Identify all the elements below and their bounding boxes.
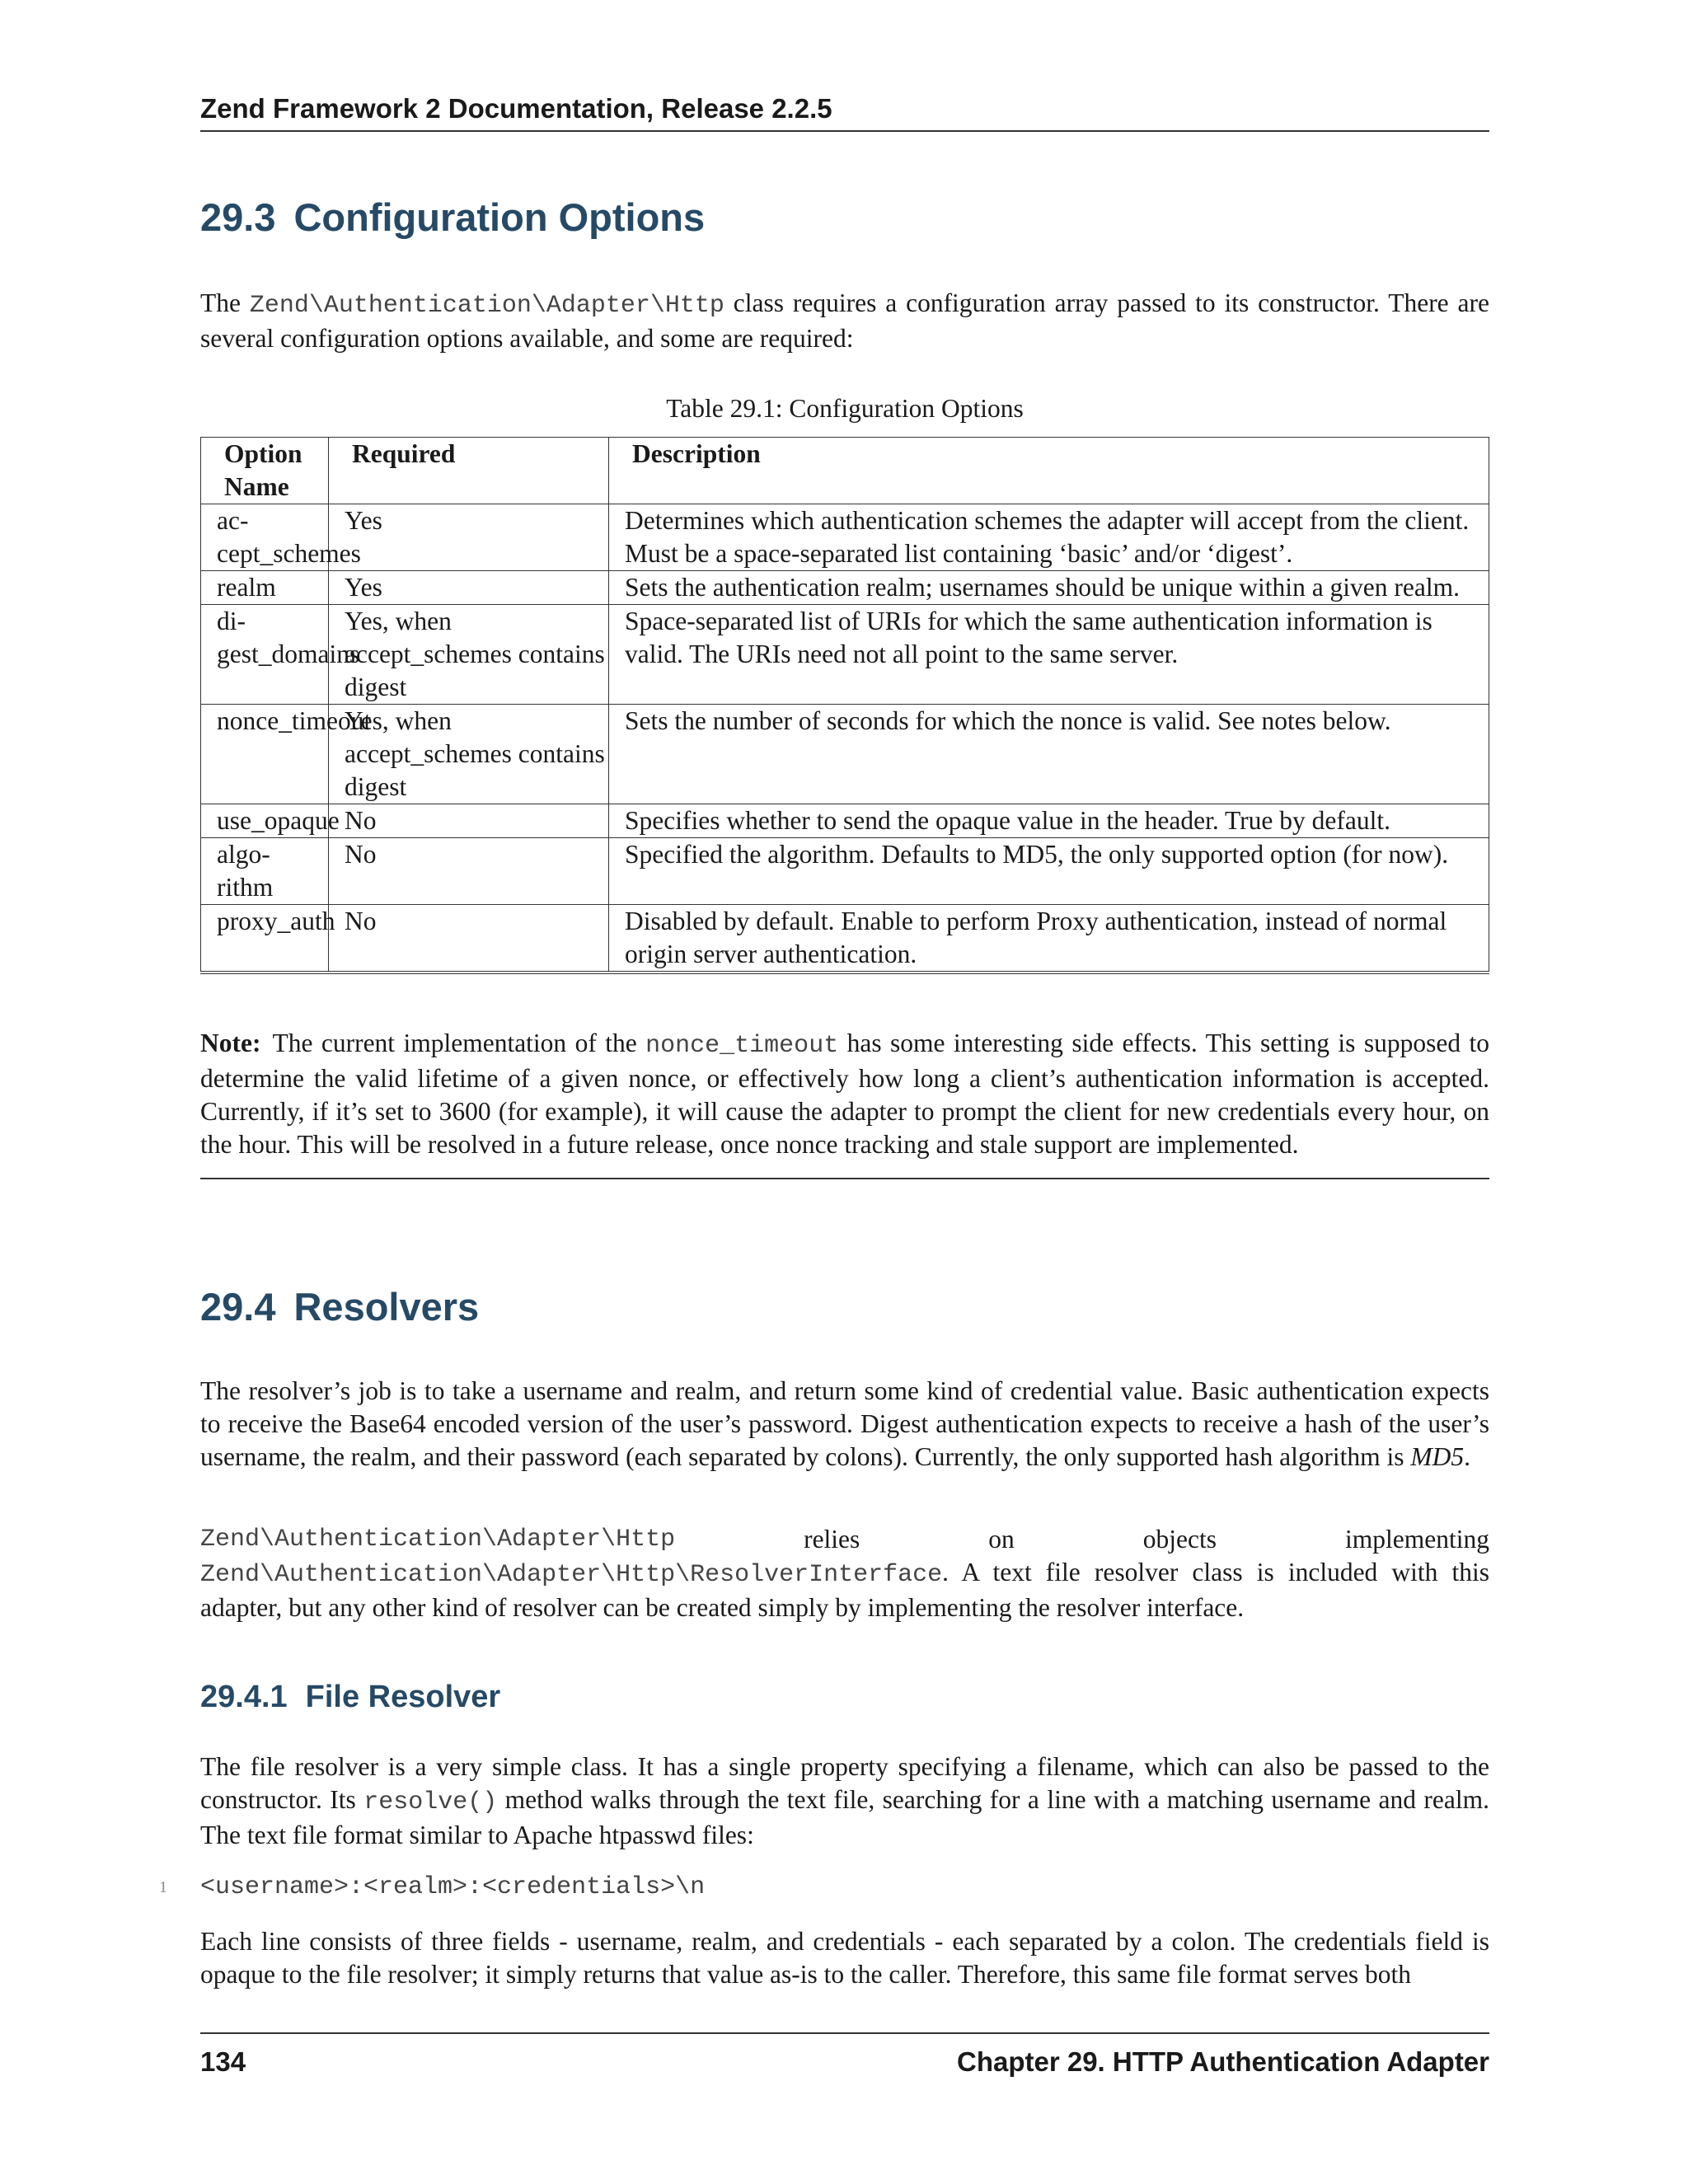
description-cell: Specifies whether to send the opaque value in the header. True by default. bbox=[609, 804, 1489, 838]
paragraph-text-cont: method walks through the text file, searching for a line with a matching username and realm. The text file format similar to Apache htpasswd files: bbox=[200, 1785, 1489, 1849]
subsection-number: 29.4.1 bbox=[200, 1680, 288, 1714]
section-number: 29.3 bbox=[200, 195, 276, 239]
header-description: Description bbox=[609, 438, 1489, 504]
option-name-cell: realm bbox=[201, 571, 329, 605]
section-heading-29-4 bbox=[200, 1284, 479, 1330]
paragraph-text: The resolver’s job is to take a username and realm, and return some kind of credential value. Basic authentication expects to receive the Base64 encoded version of the user’s password. Digest authentication expects to receive a hash of the user’s username, the realm, and their password (each separated by colons). Currently, the only supported hash algorithm is bbox=[200, 1376, 1489, 1471]
note-block bbox=[200, 1027, 1489, 1179]
option-name-cell: algo- rithm bbox=[201, 838, 329, 905]
intro-text: The bbox=[200, 288, 250, 317]
description-cell: Disabled by default. Enable to perform Proxy authentication, instead of normal origin server authentication. bbox=[609, 905, 1489, 973]
paragraph-text: . A text file resolver class is included with this adapter, but any other kind of resolver can be created simply by implementing the resolver interface. bbox=[200, 1558, 1489, 1622]
table-body bbox=[201, 504, 1489, 973]
description-cell: Determines which authentication schemes the adapter will accept from the client. Must be a space-separated list containing ‘basic’ and/or ‘digest’. bbox=[609, 504, 1489, 571]
option-name-cell: di- gest_domains bbox=[201, 605, 329, 705]
table-row bbox=[201, 705, 1489, 804]
resolvers-paragraph-1 bbox=[200, 1375, 1489, 1474]
header-option-name: Option Name bbox=[201, 438, 329, 504]
class-name-code: Zend\Authentication\Adapter\Http bbox=[249, 292, 724, 320]
note-label: Note: bbox=[200, 1029, 261, 1057]
note-text: The current implementation of the bbox=[272, 1029, 646, 1057]
code-line-number: 1 bbox=[159, 1878, 167, 1896]
required-cell: No bbox=[329, 804, 609, 838]
description-cell: Space-separated list of URIs for which the same authentication information is valid. The URIs need not all point to the same server. bbox=[609, 605, 1489, 705]
required-cell: No bbox=[329, 905, 609, 973]
section-number: 29.4 bbox=[200, 1285, 276, 1329]
description-cell: Sets the authentication realm; usernames should be unique within a given realm. bbox=[609, 571, 1489, 605]
table-row bbox=[201, 504, 1489, 571]
adapter-class-code: Zend\Authentication\Adapter\Http bbox=[200, 1526, 676, 1554]
paragraph-text: The file resolver is a very simple class. It has a single property specifying a filename, which can also be passed to the constructor. Its bbox=[200, 1752, 1489, 1814]
subsection-heading-29-4-1 bbox=[200, 1678, 500, 1716]
section-title: Configuration Options bbox=[293, 195, 706, 239]
section-heading-29-3 bbox=[200, 194, 705, 241]
table-row bbox=[201, 838, 1489, 905]
table-row bbox=[201, 571, 1489, 605]
page-footer bbox=[200, 2032, 1489, 2079]
note-text-cont: has some interesting side effects. This setting is supposed to determine the valid lifetime of a given nonce, or effectively how long a client’s authentication information is accepted. Currently, if it’s set to 3600 (for example), it will cause the adapter to prompt the client for new credentials every hour, on the hour. This will be resolved in a future release, once nonce tracking and stale support are implemented. bbox=[200, 1029, 1489, 1159]
required-cell: Yes, when accept_schemes contains digest bbox=[329, 705, 609, 804]
code-block-line: <username>:<realm>:<credentials>\n bbox=[200, 1873, 706, 1901]
page-number: 134 bbox=[200, 2046, 246, 2077]
table-row bbox=[201, 905, 1489, 973]
configuration-options-table bbox=[200, 437, 1489, 974]
section-title: Resolvers bbox=[293, 1285, 480, 1329]
md5-emphasis: MD5 bbox=[1410, 1442, 1465, 1471]
justified-line bbox=[200, 1523, 1489, 1556]
required-cell: No bbox=[329, 838, 609, 905]
table-header-row bbox=[201, 438, 1489, 504]
description-cell: Specified the algorithm. Defaults to MD5, the only supported option (for now). bbox=[609, 838, 1489, 905]
intro-text-cont: class requires a configuration array passed to its constructor. There are several configuration options available, and some are required: bbox=[200, 288, 1489, 353]
table-row bbox=[201, 605, 1489, 705]
chapter-title: Chapter 29. HTTP Authentication Adapter bbox=[956, 2046, 1489, 2077]
resolver-interface-code: Zend\Authentication\Adapter\Http\ResolverInterface bbox=[200, 1561, 943, 1589]
option-name-cell: ac- cept_schemes bbox=[201, 504, 329, 571]
file-resolver-paragraph-2: Each line consists of three fields - username, realm, and credentials - each separated by a colon. The credentials field is opaque to the file resolver; it simply returns that value as-is to the caller. Therefore, this same file format serves both bbox=[200, 1927, 1489, 1989]
word: objects bbox=[1142, 1525, 1217, 1554]
word: on bbox=[988, 1525, 1015, 1554]
nonce-timeout-code: nonce_timeout bbox=[645, 1032, 839, 1060]
file-resolver-paragraph-1 bbox=[200, 1750, 1489, 1852]
option-name-cell: use_opaque bbox=[201, 804, 329, 838]
paragraph-text-end: . bbox=[1464, 1442, 1471, 1471]
word: relies bbox=[804, 1525, 860, 1554]
header-required: Required bbox=[329, 438, 609, 504]
required-cell: Yes bbox=[329, 504, 609, 571]
table-caption: Table 29.1: Configuration Options bbox=[666, 394, 1024, 423]
section-29-3-intro bbox=[200, 287, 1489, 355]
resolvers-paragraph-2 bbox=[200, 1523, 1489, 1624]
option-name-cell: proxy_auth bbox=[201, 905, 329, 973]
table-row bbox=[201, 804, 1489, 838]
required-cell: Yes bbox=[329, 571, 609, 605]
resolve-method-code: resolve() bbox=[363, 1788, 498, 1816]
required-cell: Yes, when accept_schemes contains digest bbox=[329, 605, 609, 705]
paragraph-rest bbox=[200, 1556, 1489, 1624]
subsection-title: File Resolver bbox=[305, 1680, 501, 1714]
running-header: Zend Framework 2 Documentation, Release 2.2.5 bbox=[200, 92, 1489, 132]
option-name-cell: nonce_timeout bbox=[201, 705, 329, 804]
word: implementing bbox=[1344, 1525, 1489, 1554]
description-cell: Sets the number of seconds for which the nonce is valid. See notes below. bbox=[609, 705, 1489, 804]
